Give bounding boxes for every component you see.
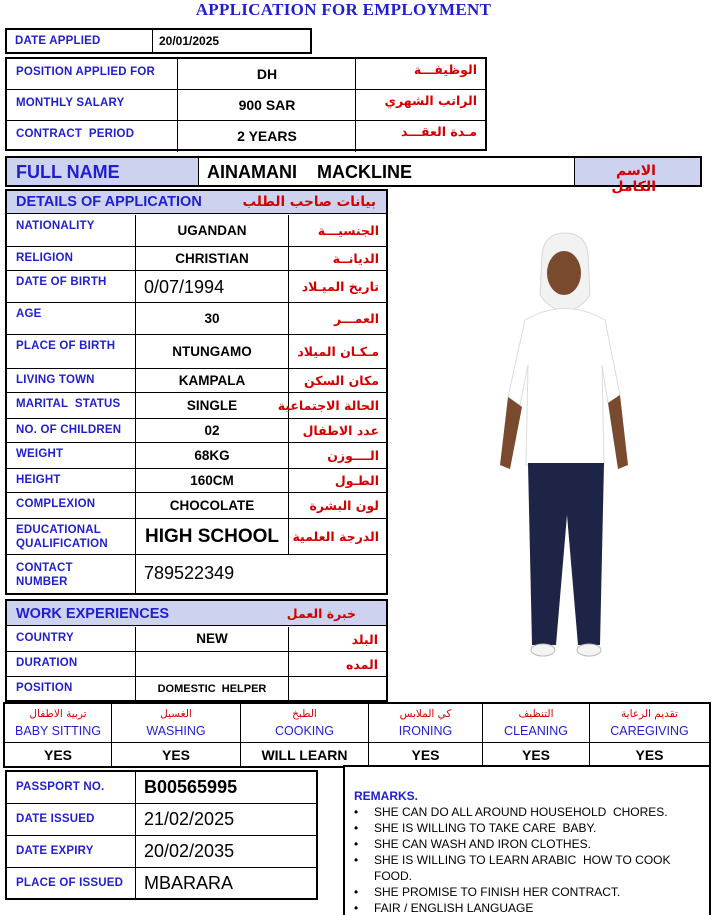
position-row bbox=[7, 90, 485, 121]
work-row-label: POSITION bbox=[16, 682, 73, 694]
details-row-value: 160CM bbox=[190, 473, 234, 488]
work-section bbox=[5, 599, 388, 702]
details-row-label: RELIGION bbox=[16, 252, 74, 264]
passport-row-label: DATE EXPIRY bbox=[16, 845, 94, 857]
full-name-label: FULL NAME bbox=[16, 162, 120, 182]
details-row-arabic: الديانــة bbox=[332, 251, 379, 266]
details-row-value: CHRISTIAN bbox=[175, 251, 249, 266]
position-row-value: DH bbox=[256, 66, 278, 82]
position-row bbox=[7, 59, 485, 90]
passport-row-label: PLACE OF ISSUED bbox=[16, 877, 124, 889]
details-row bbox=[7, 335, 386, 369]
work-row-arabic: المده bbox=[346, 657, 378, 672]
position-row-arabic: مـدة العقـــد bbox=[400, 124, 477, 139]
divider bbox=[135, 652, 136, 676]
bullet-icon: • bbox=[354, 884, 359, 899]
details-row bbox=[7, 443, 386, 469]
details-row-value: KAMPALA bbox=[178, 373, 246, 388]
skills-section bbox=[3, 702, 711, 768]
details-row-arabic: الدرجة العلمية bbox=[292, 529, 379, 544]
skill-column bbox=[483, 704, 590, 766]
details-row-arabic: مـكـان الميلاد bbox=[297, 344, 379, 359]
position-row-value: 900 SAR bbox=[238, 97, 296, 113]
skill-label: IRONING bbox=[398, 724, 453, 738]
details-row-arabic: العمـــر bbox=[333, 311, 379, 326]
divider bbox=[288, 369, 289, 392]
divider bbox=[288, 493, 289, 518]
divider bbox=[288, 652, 289, 676]
passport-row-label: PASSPORT NO. bbox=[16, 781, 105, 793]
divider bbox=[288, 271, 289, 302]
position-row-label: MONTHLY SALARY bbox=[16, 97, 125, 109]
remark-text: SHE IS WILLING TO LEARN ARABIC HOW TO COOK FOOD. bbox=[374, 853, 674, 883]
full-name-value: AINAMANI MACKLINE bbox=[207, 162, 412, 182]
details-row bbox=[7, 247, 386, 271]
details-row-label: EDUCATIONAL QUALIFICATION bbox=[16, 524, 108, 550]
remarks-section bbox=[343, 765, 711, 915]
details-row-arabic: الــــوزن bbox=[327, 448, 379, 463]
applicant-photo bbox=[470, 225, 660, 665]
position-row bbox=[7, 121, 485, 152]
divider bbox=[590, 742, 709, 743]
details-row-arabic: تاريخ الميـلاد bbox=[301, 279, 379, 294]
passport-row bbox=[7, 868, 316, 900]
work-row-label: DURATION bbox=[16, 657, 78, 669]
skill-label: BABY SITTING bbox=[15, 724, 101, 738]
skill-value: YES bbox=[635, 747, 664, 763]
passport-row-value: 20/02/2035 bbox=[144, 841, 235, 861]
remark-item bbox=[354, 853, 704, 884]
divider bbox=[369, 742, 482, 743]
skill-value: YES bbox=[43, 747, 72, 763]
details-row-value: UGANDAN bbox=[177, 223, 247, 238]
skill-arabic: تقديم الرعاية bbox=[621, 708, 678, 720]
work-row-label: COUNTRY bbox=[16, 632, 74, 644]
remark-text: FAIR / ENGLISH LANGUAGE bbox=[374, 900, 534, 915]
passport-row-value: 21/02/2025 bbox=[144, 809, 235, 829]
divider bbox=[288, 627, 289, 651]
divider bbox=[288, 469, 289, 492]
divider bbox=[355, 121, 356, 152]
details-row-value: HIGH SCHOOL bbox=[144, 526, 280, 547]
divider bbox=[355, 59, 356, 89]
details-row bbox=[7, 469, 386, 493]
details-header-arabic: بيانات صاحب الطلب bbox=[242, 194, 376, 210]
divider bbox=[5, 742, 111, 743]
work-header: WORK EXPERIENCES bbox=[16, 606, 170, 622]
date-applied-value: 20/01/2025 bbox=[159, 34, 220, 48]
details-row-value: CHOCOLATE bbox=[169, 498, 255, 513]
passport-row-value: MBARARA bbox=[144, 873, 234, 893]
skill-column bbox=[5, 704, 112, 766]
divider bbox=[288, 335, 289, 368]
full-name-arabic: الاسم الكامل bbox=[611, 163, 656, 195]
date-applied-box bbox=[5, 28, 312, 54]
divider bbox=[112, 742, 240, 743]
work-row-value: NEW bbox=[196, 631, 228, 646]
divider bbox=[135, 836, 136, 867]
details-row-arabic: عدد الاطفال bbox=[302, 423, 379, 438]
divider bbox=[355, 90, 356, 120]
skill-column bbox=[369, 704, 483, 766]
details-row-arabic: لون البشرة bbox=[309, 498, 379, 513]
details-row-arabic: الجنسيـــة bbox=[317, 223, 379, 238]
passport-row bbox=[7, 836, 316, 868]
remark-item bbox=[354, 837, 704, 853]
skill-arabic: كي الملابس bbox=[399, 708, 452, 720]
details-row-label: NO. OF CHILDREN bbox=[16, 424, 122, 436]
skill-label: CAREGIVING bbox=[610, 724, 689, 738]
details-row-value: NTUNGAMO bbox=[172, 344, 252, 359]
details-row-label: LIVING TOWN bbox=[16, 374, 95, 386]
passport-row-value: B00565995 bbox=[144, 777, 238, 797]
details-row-arabic: الطـول bbox=[334, 473, 379, 488]
contact-value: 789522349 bbox=[144, 563, 235, 583]
skill-column bbox=[590, 704, 709, 766]
details-header: DETAILS OF APPLICATION bbox=[16, 194, 202, 210]
divider bbox=[288, 519, 289, 554]
position-row-label: CONTRACT PERIOD bbox=[16, 128, 135, 140]
details-row bbox=[7, 393, 386, 419]
full-name-row bbox=[5, 156, 702, 195]
divider bbox=[483, 742, 589, 743]
remark-item bbox=[354, 885, 704, 901]
divider bbox=[288, 247, 289, 270]
divider bbox=[288, 215, 289, 246]
divider bbox=[241, 742, 368, 743]
date-applied-label: DATE APPLIED bbox=[15, 35, 101, 47]
work-row bbox=[7, 627, 386, 652]
details-row bbox=[7, 519, 386, 555]
divider bbox=[288, 677, 289, 702]
skill-value: YES bbox=[411, 747, 440, 763]
divider bbox=[135, 804, 136, 835]
work-row bbox=[7, 677, 386, 702]
work-header-arabic: خبرة العمل bbox=[286, 606, 356, 621]
skill-arabic: تربية الاطفال bbox=[29, 708, 87, 720]
work-row-value: DOMESTIC HELPER bbox=[157, 683, 267, 695]
skill-value: WILL LEARN bbox=[261, 747, 348, 763]
passport-row-label: DATE ISSUED bbox=[16, 813, 95, 825]
bullet-icon: • bbox=[354, 853, 359, 867]
position-row-value: 2 YEARS bbox=[237, 128, 297, 144]
details-row-value: SINGLE bbox=[186, 398, 238, 413]
details-row-label: HEIGHT bbox=[16, 474, 61, 486]
remark-item bbox=[354, 805, 704, 821]
details-row-label: DATE OF BIRTH bbox=[16, 276, 107, 288]
details-row-value: 68KG bbox=[194, 448, 230, 463]
remark-text: SHE PROMISE TO FINISH HER CONTRACT. bbox=[374, 884, 621, 899]
passport-row bbox=[7, 804, 316, 836]
position-row-label: POSITION APPLIED FOR bbox=[16, 66, 156, 78]
position-block bbox=[5, 57, 487, 151]
skill-arabic: الغسيل bbox=[160, 708, 192, 720]
skill-value: YES bbox=[521, 747, 550, 763]
bullet-icon: • bbox=[354, 821, 359, 835]
skill-arabic: الطبخ bbox=[292, 708, 317, 720]
details-row-label: WEIGHT bbox=[16, 448, 64, 460]
work-row bbox=[7, 652, 386, 677]
passport-section bbox=[5, 770, 318, 900]
details-row-label: AGE bbox=[16, 308, 42, 320]
page-title: APPLICATION FOR EMPLOYMENT bbox=[195, 0, 492, 19]
passport-row bbox=[7, 772, 316, 804]
details-row bbox=[7, 215, 386, 247]
skill-column bbox=[112, 704, 241, 766]
details-row-label: MARITAL STATUS bbox=[16, 398, 121, 410]
details-row-label: PLACE OF BIRTH bbox=[16, 340, 116, 352]
details-row-arabic: مكان السكن bbox=[304, 373, 379, 388]
details-row bbox=[7, 271, 386, 303]
skill-label: COOKING bbox=[274, 724, 335, 738]
details-section bbox=[5, 189, 388, 595]
bullet-icon: • bbox=[354, 837, 359, 851]
details-row bbox=[7, 419, 386, 443]
details-row-label: COMPLEXION bbox=[16, 498, 96, 510]
skill-value: YES bbox=[161, 747, 190, 763]
remarks-title: REMARKS. bbox=[354, 789, 419, 803]
bullet-icon: • bbox=[354, 900, 359, 915]
details-row-arabic: الحالة الاجتماعية bbox=[277, 398, 379, 413]
details-row bbox=[7, 369, 386, 393]
remark-item bbox=[354, 821, 704, 837]
details-row-value: 02 bbox=[204, 423, 220, 438]
remark-text: SHE CAN DO ALL AROUND HOUSEHOLD CHORES. bbox=[374, 805, 668, 819]
details-row-value: 30 bbox=[204, 311, 220, 326]
details-row bbox=[7, 493, 386, 519]
remark-text: SHE CAN WASH AND IRON CLOTHES. bbox=[374, 837, 591, 851]
skill-label: WASHING bbox=[146, 724, 206, 738]
remark-item bbox=[354, 901, 704, 915]
divider bbox=[288, 443, 289, 468]
position-row-arabic: الراتب الشهري bbox=[384, 93, 477, 108]
divider bbox=[135, 772, 136, 803]
details-row-value: 0/07/1994 bbox=[144, 277, 225, 297]
work-row-arabic: البلد bbox=[351, 632, 378, 647]
contact-row bbox=[7, 555, 386, 593]
remark-text: SHE IS WILLING TO TAKE CARE BABY. bbox=[374, 821, 597, 835]
skill-label: CLEANING bbox=[504, 724, 568, 738]
position-row-arabic: الوظيفـــة bbox=[413, 62, 477, 77]
details-row bbox=[7, 303, 386, 335]
divider bbox=[135, 868, 136, 900]
skill-column bbox=[241, 704, 369, 766]
bullet-icon: • bbox=[354, 805, 359, 819]
divider bbox=[288, 303, 289, 334]
skill-arabic: التنظيف bbox=[518, 708, 554, 720]
contact-label: CONTACT NUMBER bbox=[16, 562, 73, 588]
divider bbox=[288, 419, 289, 442]
details-row-label: NATIONALITY bbox=[16, 220, 95, 232]
